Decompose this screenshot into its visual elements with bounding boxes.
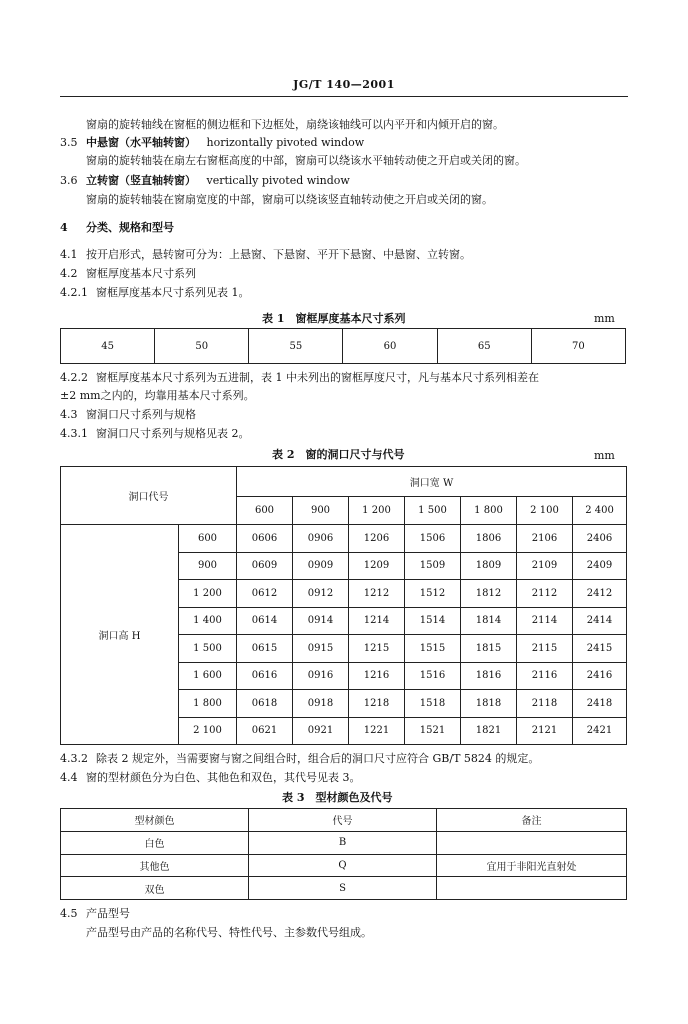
section-number: 4.3	[60, 408, 78, 421]
code-cell: 1812	[461, 580, 517, 608]
section-number: 4.2	[60, 267, 78, 280]
code-cell: 1209	[349, 552, 405, 580]
section-title: 中悬窗（水平轴转窗）	[86, 136, 196, 149]
width-cell: 2 400	[573, 497, 627, 525]
section-4-5-heading	[60, 906, 130, 922]
code-cell: 1806	[461, 525, 517, 553]
section-number: 4	[60, 221, 68, 234]
table-cell: 60	[343, 329, 437, 364]
height-cell: 1 600	[179, 662, 237, 690]
width-cell: 1 200	[349, 497, 405, 525]
height-cell: 1 500	[179, 635, 237, 663]
section-4-2-2-line-2: ±2 mm之内的，均靠用基本尺寸系列。	[60, 389, 255, 402]
height-cell: 1 800	[179, 690, 237, 718]
note-cell: 宜用于非阳光直射处	[437, 854, 627, 877]
section-number: 4.5	[60, 907, 78, 920]
section-number: 4.3.1	[60, 427, 88, 440]
table-row	[61, 854, 627, 877]
table-2	[60, 466, 627, 745]
code-cell: 0906	[293, 525, 349, 553]
code-cell: 0621	[237, 717, 293, 745]
code-cell: 0614	[237, 607, 293, 635]
code-cell: 2418	[573, 690, 627, 718]
section-text: 窗框厚度基本尺寸系列	[86, 267, 196, 280]
section-4-4	[60, 770, 361, 786]
code-cell: 2106	[517, 525, 573, 553]
section-text: 窗洞口尺寸系列与规格	[86, 408, 196, 421]
code-cell: 0606	[237, 525, 293, 553]
code-cell: 0915	[293, 635, 349, 663]
code-cell: 2115	[517, 635, 573, 663]
section-4-1	[60, 247, 471, 263]
section-number: 4.2.1	[60, 286, 88, 299]
header-cell: 型材颜色	[61, 809, 249, 832]
code-cell: 2109	[517, 552, 573, 580]
header-cell: 备注	[437, 809, 627, 832]
table-header-row	[61, 467, 627, 497]
code-cell: 1214	[349, 607, 405, 635]
height-cell: 1 400	[179, 607, 237, 635]
code-cell: 2412	[573, 580, 627, 608]
section-4-2-1	[60, 285, 250, 301]
height-cell: 2 100	[179, 717, 237, 745]
code-cell: 1809	[461, 552, 517, 580]
table-2-unit: mm	[594, 449, 615, 462]
code-cell: 2118	[517, 690, 573, 718]
code-cell: 1212	[349, 580, 405, 608]
color-cell: 双色	[61, 877, 249, 900]
height-cell: 600	[179, 525, 237, 553]
paragraph-continuation: 窗扇的旋转轴线在窗框的侧边框和下边框处，扇绕该轴线可以内平开和内倾开启的窗。	[86, 118, 504, 131]
section-number: 4.2.2	[60, 371, 88, 384]
table-cell: 45	[61, 329, 155, 364]
code-cell: 1515	[405, 635, 461, 663]
table-3	[60, 808, 627, 900]
code-cell: 1216	[349, 662, 405, 690]
code-cell: 1509	[405, 552, 461, 580]
width-cell: 600	[237, 497, 293, 525]
section-title-en: vertically pivoted window	[206, 174, 350, 187]
code-cell: 1506	[405, 525, 461, 553]
table-cell: 55	[249, 329, 343, 364]
code-cell: Q	[249, 854, 437, 877]
code-cell: 2421	[573, 717, 627, 745]
section-text: 窗的型材颜色分为白色、其他色和双色，其代号见表 3。	[86, 771, 361, 784]
table-row	[61, 877, 627, 900]
code-cell: 1218	[349, 690, 405, 718]
table-row	[61, 329, 626, 364]
code-cell: 1514	[405, 607, 461, 635]
table-row	[61, 525, 627, 553]
code-cell: 0616	[237, 662, 293, 690]
code-cell: 0914	[293, 607, 349, 635]
section-number: 3.5	[60, 136, 78, 149]
width-cell: 2 100	[517, 497, 573, 525]
section-title: 分类、规格和型号	[86, 221, 174, 234]
color-cell: 白色	[61, 831, 249, 854]
code-cell: 2116	[517, 662, 573, 690]
table-1-unit: mm	[594, 312, 615, 325]
code-cell: 2406	[573, 525, 627, 553]
table-cell: 70	[531, 329, 625, 364]
code-cell: 2114	[517, 607, 573, 635]
code-cell: 0615	[237, 635, 293, 663]
height-cell: 900	[179, 552, 237, 580]
code-cell: 0912	[293, 580, 349, 608]
section-3-6-body: 窗扇的旋转轴装在窗扇宽度的中部，窗扇可以绕该竖直轴转动使之开启或关闭的窗。	[86, 193, 493, 206]
table-1-caption: 表 1 窗框厚度基本尺寸系列	[262, 312, 406, 325]
code-cell: 2121	[517, 717, 573, 745]
section-4-2	[60, 266, 196, 282]
code-cell: 1815	[461, 635, 517, 663]
section-title: 产品型号	[86, 907, 130, 920]
code-cell: 1521	[405, 717, 461, 745]
code-cell: 1206	[349, 525, 405, 553]
section-text: 除表 2 规定外，当需要窗与窗之间组合时，组合后的洞口尺寸应符合 GB/T 5824 的规定。	[96, 752, 540, 765]
table-row	[61, 831, 627, 854]
table-cell: 65	[437, 329, 531, 364]
width-cell: 1 500	[405, 497, 461, 525]
section-number: 4.4	[60, 771, 78, 784]
width-cell: 1 800	[461, 497, 517, 525]
code-cell: 0612	[237, 580, 293, 608]
height-cell: 1 200	[179, 580, 237, 608]
section-4-3	[60, 407, 196, 423]
section-number: 3.6	[60, 174, 78, 187]
page-header-code: JG/T 140—2001	[293, 78, 395, 91]
code-cell: 1518	[405, 690, 461, 718]
table-2-caption: 表 2 窗的洞口尺寸与代号	[272, 448, 405, 461]
table-3-caption: 表 3 型材颜色及代号	[282, 791, 393, 804]
code-cell: 2414	[573, 607, 627, 635]
section-title: 立转窗（竖直轴转窗）	[86, 174, 196, 187]
code-cell: 1516	[405, 662, 461, 690]
code-cell: 0909	[293, 552, 349, 580]
section-number: 4.3.2	[60, 752, 88, 765]
section-4-3-1	[60, 426, 250, 442]
section-title-en: horizontally pivoted window	[206, 136, 365, 149]
code-cell: 2112	[517, 580, 573, 608]
code-cell: 2416	[573, 662, 627, 690]
code-cell: 0916	[293, 662, 349, 690]
section-3-5-heading	[60, 135, 364, 151]
table-header-row	[61, 809, 627, 832]
code-cell: 0609	[237, 552, 293, 580]
code-cell: B	[249, 831, 437, 854]
section-number: 4.1	[60, 248, 78, 261]
code-cell: 2409	[573, 552, 627, 580]
section-4-5-body: 产品型号由产品的名称代号、特性代号、主参数代号组成。	[86, 926, 372, 939]
code-cell: 1814	[461, 607, 517, 635]
note-cell	[437, 877, 627, 900]
code-cell: 1821	[461, 717, 517, 745]
code-cell: 1221	[349, 717, 405, 745]
section-text: 窗洞口尺寸系列与规格见表 2。	[96, 427, 250, 440]
code-cell: 0921	[293, 717, 349, 745]
header-rule	[60, 96, 628, 97]
code-cell: 1215	[349, 635, 405, 663]
code-cell: 1816	[461, 662, 517, 690]
table-cell: 50	[155, 329, 249, 364]
height-header: 洞口高 H	[61, 525, 179, 745]
section-4-2-2-line-1	[60, 370, 539, 386]
section-4-heading	[60, 220, 174, 236]
section-3-6-heading	[60, 173, 350, 189]
code-cell: 1512	[405, 580, 461, 608]
note-cell	[437, 831, 627, 854]
code-cell: 2415	[573, 635, 627, 663]
table-1	[60, 328, 626, 364]
code-cell: 0918	[293, 690, 349, 718]
width-header: 洞口宽 W	[237, 467, 627, 497]
code-cell: 1818	[461, 690, 517, 718]
color-cell: 其他色	[61, 854, 249, 877]
code-cell: 0618	[237, 690, 293, 718]
section-text: 窗框厚度基本尺寸系列见表 1。	[96, 286, 250, 299]
width-cell: 900	[293, 497, 349, 525]
code-cell: S	[249, 877, 437, 900]
section-3-5-body: 窗扇的旋转轴装在扇左右窗框高度的中部，窗扇可以绕该水平轴转动使之开启或关闭的窗。	[86, 154, 526, 167]
section-text: 窗框厚度基本尺寸系列为五进制，表 1 中未列出的窗框厚度尺寸，凡与基本尺寸系列相差在	[96, 371, 539, 384]
section-4-3-2	[60, 751, 539, 767]
section-text: 按开启形式，悬转窗可分为：上悬窗、下悬窗、平开下悬窗、中悬窗、立转窗。	[86, 248, 471, 261]
header-cell: 代号	[249, 809, 437, 832]
table-corner-header: 洞口代号	[61, 467, 237, 525]
